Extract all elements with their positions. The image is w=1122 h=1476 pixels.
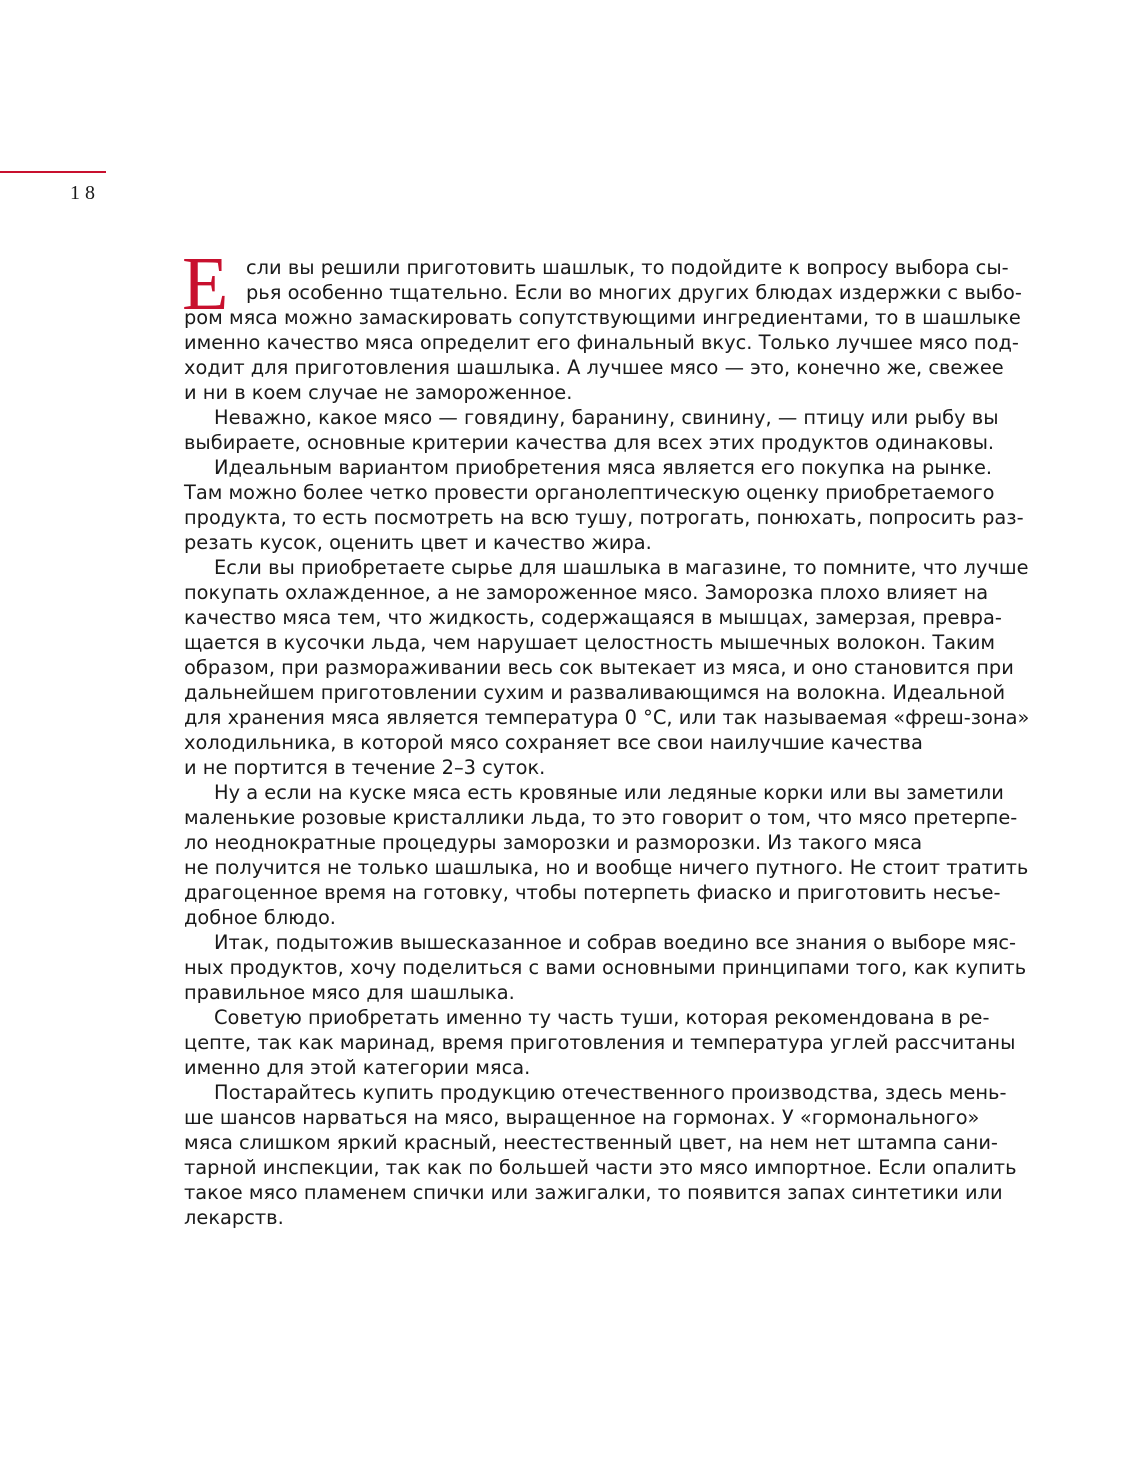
- paragraph-line: Постарайтесь купить продукцию отечественного производства, здесь мень-: [214, 1081, 1007, 1104]
- line-text: сли вы решили приготовить шашлык, то подойдите к вопросу выбора сы-: [246, 256, 1009, 279]
- paragraph-line: ных продуктов, хочу поделиться с вами основными принципами того, как купить: [184, 956, 1027, 979]
- paragraph-line: ше шансов нарваться на мясо, выращенное на гормонах. У «гормонального»: [184, 1106, 980, 1129]
- paragraph-line: Идеальным вариантом приобретения мяса является его покупка на рынке.: [214, 456, 993, 479]
- paragraph-line: мяса слишком яркий красный, неестественный цвет, на нем нет штампа сани-: [184, 1131, 998, 1154]
- paragraph-line: ходит для приготовления шашлыка. А лучшее мясо — это, конечно же, свежее: [184, 356, 1004, 379]
- paragraph-line: тарной инспекции, так как по большей части это мясо импортное. Если опалить: [184, 1156, 1017, 1179]
- paragraph-line: Если вы приобретаете сырье для шашлыка в магазине, то помните, что лучше: [214, 556, 1029, 579]
- paragraph-line: Ну а если на куске мяса есть кровяные или ледяные корки или вы заметили: [214, 781, 1004, 804]
- paragraph-line: такое мясо пламенем спички или зажигалки, то появится запах синтетики или: [184, 1181, 1003, 1204]
- paragraph-line: маленькие розовые кристаллики льда, то это говорит о том, что мясо претерпе-: [184, 806, 1018, 829]
- paragraph-line: образом, при размораживании весь сок вытекает из мяса, и оно становится при: [184, 656, 1014, 679]
- paragraph-line: правильное мясо для шашлыка.: [184, 981, 515, 1004]
- article-body: [182, 242, 1030, 1230]
- header-rule: [0, 171, 106, 173]
- paragraph-line: рья особенно тщательно. Если во многих других блюдах издержки с выбо-: [246, 281, 1022, 304]
- paragraph-line: драгоценное время на готовку, чтобы потерпеть фиаско и приготовить несъе-: [184, 881, 1001, 904]
- paragraph-line: Итак, подытожив вышесказанное и собрав воедино все знания о выборе мяс-: [214, 931, 1017, 954]
- paragraph-line: продукта, то есть посмотреть на всю тушу, потрогать, понюхать, попросить раз-: [184, 506, 1024, 529]
- paragraph-line: холодильника, в которой мясо сохраняет все свои наилучшие качества: [184, 731, 923, 754]
- paragraph-line: щается в кусочки льда, чем нарушает целостность мышечных волокон. Таким: [184, 631, 995, 654]
- paragraph-line: именно качество мяса определит его финальный вкус. Только лучшее мясо под-: [184, 331, 1019, 354]
- paragraph-line: Советую приобретать именно ту часть туши, которая рекомендована в ре-: [214, 1006, 990, 1029]
- paragraph-line: дальнейшем приготовлении сухим и разваливающимся на волокна. Идеальной: [184, 681, 1006, 704]
- paragraph-line: именно для этой категории мяса.: [184, 1056, 531, 1079]
- page-number: 18: [70, 182, 100, 204]
- paragraph-line: и ни в коем случае не замороженное.: [184, 381, 573, 404]
- paragraph-line: качество мяса тем, что жидкость, содержащаяся в мышцах, замерзая, превра-: [184, 606, 1002, 629]
- paragraph-line: Там можно более четко провести органолептическую оценку приобретаемого: [184, 481, 995, 504]
- paragraph-line: цепте, так как маринад, время приготовления и температура углей рассчитаны: [184, 1031, 1016, 1054]
- paragraph-line: Неважно, какое мясо — говядину, баранину, свинину, — птицу или рыбу вы: [214, 406, 999, 429]
- paragraph-line: для хранения мяса является температура 0 °С, или так называемая «фреш-зона»: [184, 706, 1030, 729]
- paragraph-line: ром мяса можно замаскировать сопутствующими ингредиентами, то в шашлыке: [184, 306, 1021, 329]
- paragraph-line: резать кусок, оценить цвет и качество жира.: [184, 531, 652, 554]
- paragraph-line: лекарств.: [184, 1206, 284, 1229]
- paragraph-line: покупать охлажденное, а не замороженное мясо. Заморозка плохо влияет на: [184, 581, 989, 604]
- paragraph-line: добное блюдо.: [184, 906, 336, 929]
- paragraph-line: не получится не только шашлыка, но и вообще ничего путного. Не стоит тратить: [184, 856, 1029, 879]
- paragraph-line: и не портится в течение 2–3 суток.: [184, 756, 546, 779]
- paragraph-line: ло неоднократные процедуры заморозки и разморозки. Из такого мяса: [184, 831, 923, 854]
- drop-cap: Е: [182, 242, 229, 326]
- paragraph-line: выбираете, основные критерии качества для всех этих продуктов одинаковы.: [184, 431, 995, 454]
